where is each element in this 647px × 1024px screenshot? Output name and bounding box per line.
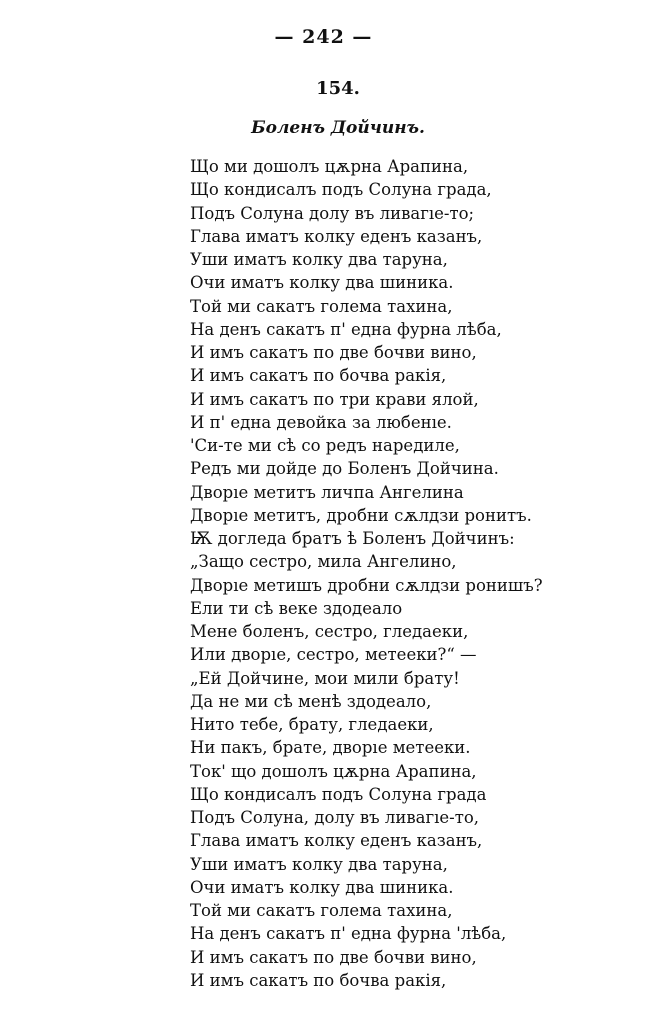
- verse-line: „Защо сестро, мила Ангелино,: [190, 552, 457, 572]
- poem-title: Боленъ Дойчинъ.: [251, 118, 425, 138]
- verse-line: На денъ сакатъ п' една фурна 'лѣба,: [190, 924, 507, 944]
- verse-line: Той ми сакатъ голема тахина,: [190, 901, 453, 920]
- verse-line: Ѭ доглeда братъ ѣ Боленъ Дойчинъ:: [190, 529, 515, 548]
- verse-line: Дворıе метишъ дробни сѫлдзи ронишъ?: [190, 575, 543, 595]
- verse-line: Глава иматъ колку еденъ казанъ,: [190, 226, 483, 246]
- verse-line: Що кондисалъ подъ Солуна града,: [190, 180, 492, 200]
- verse-line: Или дворıе, сестро, метееки?“ —: [190, 645, 477, 665]
- verse-line: 'Си-те ми сѣ со редъ наредиле,: [190, 436, 460, 455]
- verse-line: Уши иматъ колку два таруна,: [190, 854, 448, 874]
- verse-line: И имъ сакатъ по бочва ракія,: [190, 970, 447, 990]
- verse-line: Уши иматъ колку два таруна,: [190, 250, 448, 269]
- verse-line: И имъ сакатъ по бочва ракія,: [190, 366, 447, 386]
- verse-line: Очи иматъ колку два шиника.: [190, 877, 454, 897]
- page-number: — 242 —: [274, 26, 373, 48]
- verse-line: Той ми сакатъ голема тахина,: [190, 296, 453, 316]
- verse-line: Подъ Солуна, долу въ ливагıе-то,: [190, 808, 480, 827]
- poem-verses: [190, 155, 543, 992]
- verse-line: Очи иматъ колку два шиника.: [190, 273, 454, 293]
- verse-line: Ни пакъ, брате, дворıе метееки.: [190, 738, 471, 758]
- verse-line: „Ей Дойчине, мои мили брату!: [190, 668, 460, 688]
- verse-line: Дворıе метитъ личпа Ангелина: [190, 482, 464, 502]
- verse-line: И имъ сакатъ по три крави ялой,: [190, 389, 479, 409]
- verse-line: Ток' що дошолъ цѫрна Арапина,: [190, 761, 477, 781]
- verse-line: Що кондисалъ подъ Солуна града: [190, 784, 487, 804]
- verse-line: Дворıе метитъ, дробни сѫлдзи ронитъ.: [190, 505, 532, 525]
- verse-line: Редъ ми дойде до Боленъ Дойчина.: [190, 459, 499, 479]
- verse-line: Глава иматъ колку еденъ казанъ,: [190, 831, 483, 851]
- verse-line: На денъ сакатъ п' една фурна лѣба,: [190, 319, 502, 339]
- poem-number: 154.: [316, 78, 360, 99]
- verse-line: И имъ сакатъ по две бочви вино,: [190, 947, 477, 967]
- verse-line: И п' една девойка за любенıе.: [190, 412, 452, 432]
- verse-line: Подъ Солуна долу въ ливагıе-то;: [190, 203, 475, 223]
- verse-line: И имъ сакатъ по две бочви вино,: [190, 343, 477, 362]
- verse-line: Да не ми сѣ менѣ здодеало,: [190, 691, 432, 711]
- verse-line: Ели ти сѣ веке здодеало: [190, 598, 403, 618]
- verse-line: Нито тебе, брату, гледаеки,: [190, 715, 434, 734]
- verse-line: Що ми дошолъ цѫрна Арапина,: [190, 157, 469, 176]
- verse-line: Мене боленъ, сестро, гледаеки,: [190, 622, 469, 641]
